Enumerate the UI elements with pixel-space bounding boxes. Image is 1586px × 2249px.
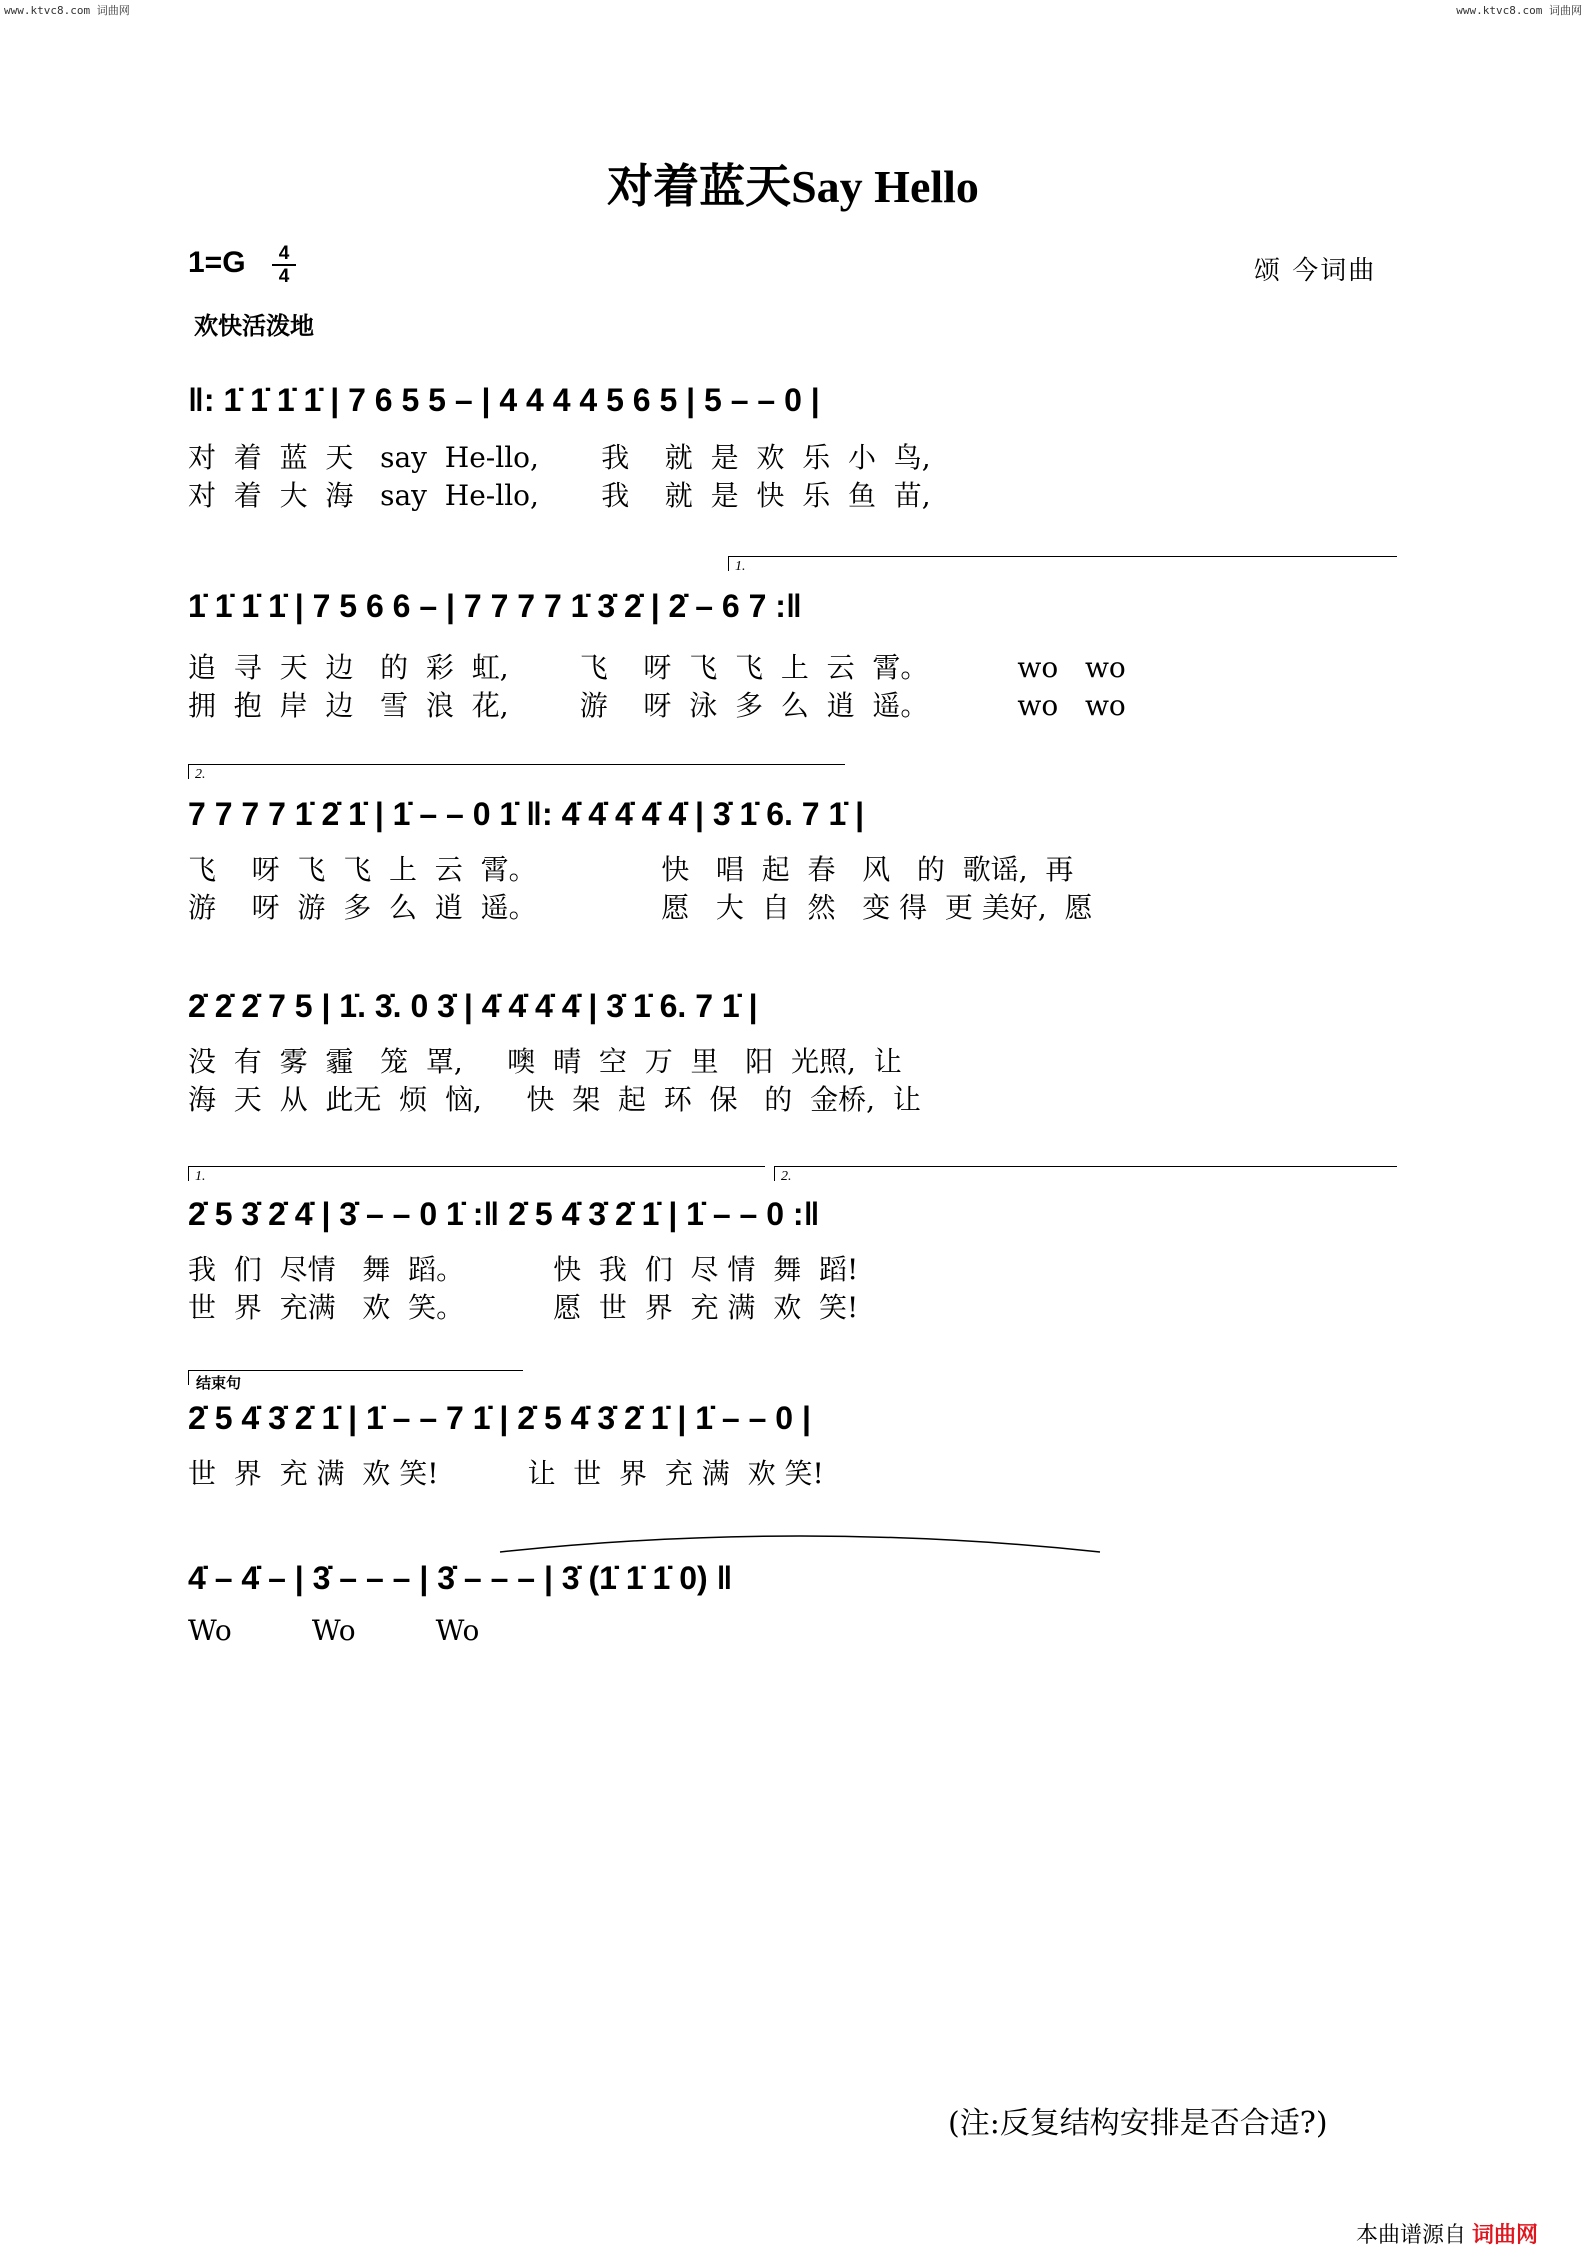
lyric-line-7a: Wo Wo Wo	[188, 1614, 480, 1647]
tie-arc	[500, 1536, 1100, 1552]
volta-bracket-2: 2.	[188, 764, 845, 779]
lyric-line-3b: 游 呀 游 多 么 逍 遥。 愿 大 自 然 变 得 更 美好, 愿	[188, 891, 1093, 924]
notation-line-3: 7 7 7 7 1̇ 2̇ 1̇ | 1̇ – – 0 1̇ ‖: 4̇ 4̇ 4̇ 4̇ 4̇ | 3̇ 1̇ 6. 7 1̇ |	[188, 796, 865, 832]
notation-line-6: 2̇ 5 4̇ 3̇ 2̇ 1̇ | 1̇ – – 7 1̇ | 2̇ 5 4̇ 3̇ 2̇ 1̇ | 1̇ – – 0 |	[188, 1400, 811, 1436]
notation-line-1: ‖: 1̇ 1̇ 1̇ 1̇ | 7 6 5 5 – | 4 4 4 4 5 6 5 | 5 – – 0 |	[188, 382, 820, 418]
notation-line-7: 4̇ – 4̇ – | 3̇ – – – | 3̇ – – – | 3̇ (1̇ 1̇ 1̇ 0) ‖	[188, 1560, 733, 1596]
lyric-line-5b: 世 界 充满 欢 笑。 愿 世 界 充 满 欢 笑!	[188, 1291, 859, 1324]
footnote: (注:反复结构安排是否合适?)	[948, 2106, 1328, 2141]
time-signature-top: 4	[278, 243, 290, 264]
tempo-marking: 欢快活泼地	[194, 312, 314, 340]
source-brand[interactable]: 词曲网	[1472, 2223, 1539, 2248]
lyric-line-6a: 世 界 充 满 欢 笑! 让 世 界 充 满 欢 笑!	[188, 1457, 824, 1490]
lyric-line-2a: 追 寻 天 边 的 彩 虹, 飞 呀 飞 飞 上 云 霄。 wo wo	[188, 651, 1126, 684]
source-text: 本曲谱源自	[1356, 2223, 1467, 2248]
key-signature: 1=G	[188, 246, 246, 279]
lyric-line-1b: 对 着 大 海 say He-llo, 我 就 是 快 乐 鱼 苗,	[188, 479, 931, 512]
notation-line-5: 2̇ 5 3̇ 2̇ 4̇ | 3̇ – – 0 1̇ :‖ 2̇ 5 4̇ 3̇ 2̇ 1̇ | 1̇ – – 0 :‖	[188, 1196, 820, 1232]
lyric-line-3a: 飞 呀 飞 飞 上 云 霄。 快 唱 起 春 风 的 歌谣, 再	[188, 853, 1074, 886]
lyric-line-1a: 对 着 蓝 天 say He-llo, 我 就 是 欢 乐 小 鸟,	[188, 441, 931, 474]
volta-bracket-4: 2.	[774, 1166, 1397, 1181]
header-right: www.ktvc8.com 词曲网	[1456, 4, 1582, 17]
lyric-line-5a: 我 们 尽情 舞 蹈。 快 我 们 尽 情 舞 蹈!	[188, 1253, 859, 1286]
source-credit	[1356, 2218, 1538, 2249]
composer: 颂 今词曲	[1254, 256, 1377, 286]
lyric-line-2b: 拥 抱 岸 边 雪 浪 花, 游 呀 泳 多 么 逍 遥。 wo wo	[188, 689, 1126, 722]
notation-line-2: 1̇ 1̇ 1̇ 1̇ | 7 5 6 6 – | 7 7 7 7 1̇ 3̇ 2̇ | 2̇ – 6 7 :‖	[188, 588, 802, 624]
volta-bracket-3: 1.	[188, 1166, 765, 1181]
time-signature-bottom: 4	[278, 266, 290, 287]
lyric-line-4b: 海 天 从 此无 烦 恼, 快 架 起 环 保 的 金桥, 让	[188, 1083, 921, 1116]
ending-label: 结束句	[196, 1374, 242, 1392]
header-left: www.ktvc8.com 词曲网	[4, 4, 130, 17]
notation-line-4: 2̇ 2̇ 2̇ 7 5 | 1̇. 3̇. 0 3̇ | 4̇ 4̇ 4̇ 4̇ | 3̇ 1̇ 6. 7 1̇ |	[188, 988, 758, 1024]
volta-bracket-1: 1.	[728, 556, 1397, 571]
lyric-line-4a: 没 有 雾 霾 笼 罩, 噢 晴 空 万 里 阳 光照, 让	[188, 1045, 902, 1078]
song-title: 对着蓝天Say Hello	[607, 161, 979, 212]
